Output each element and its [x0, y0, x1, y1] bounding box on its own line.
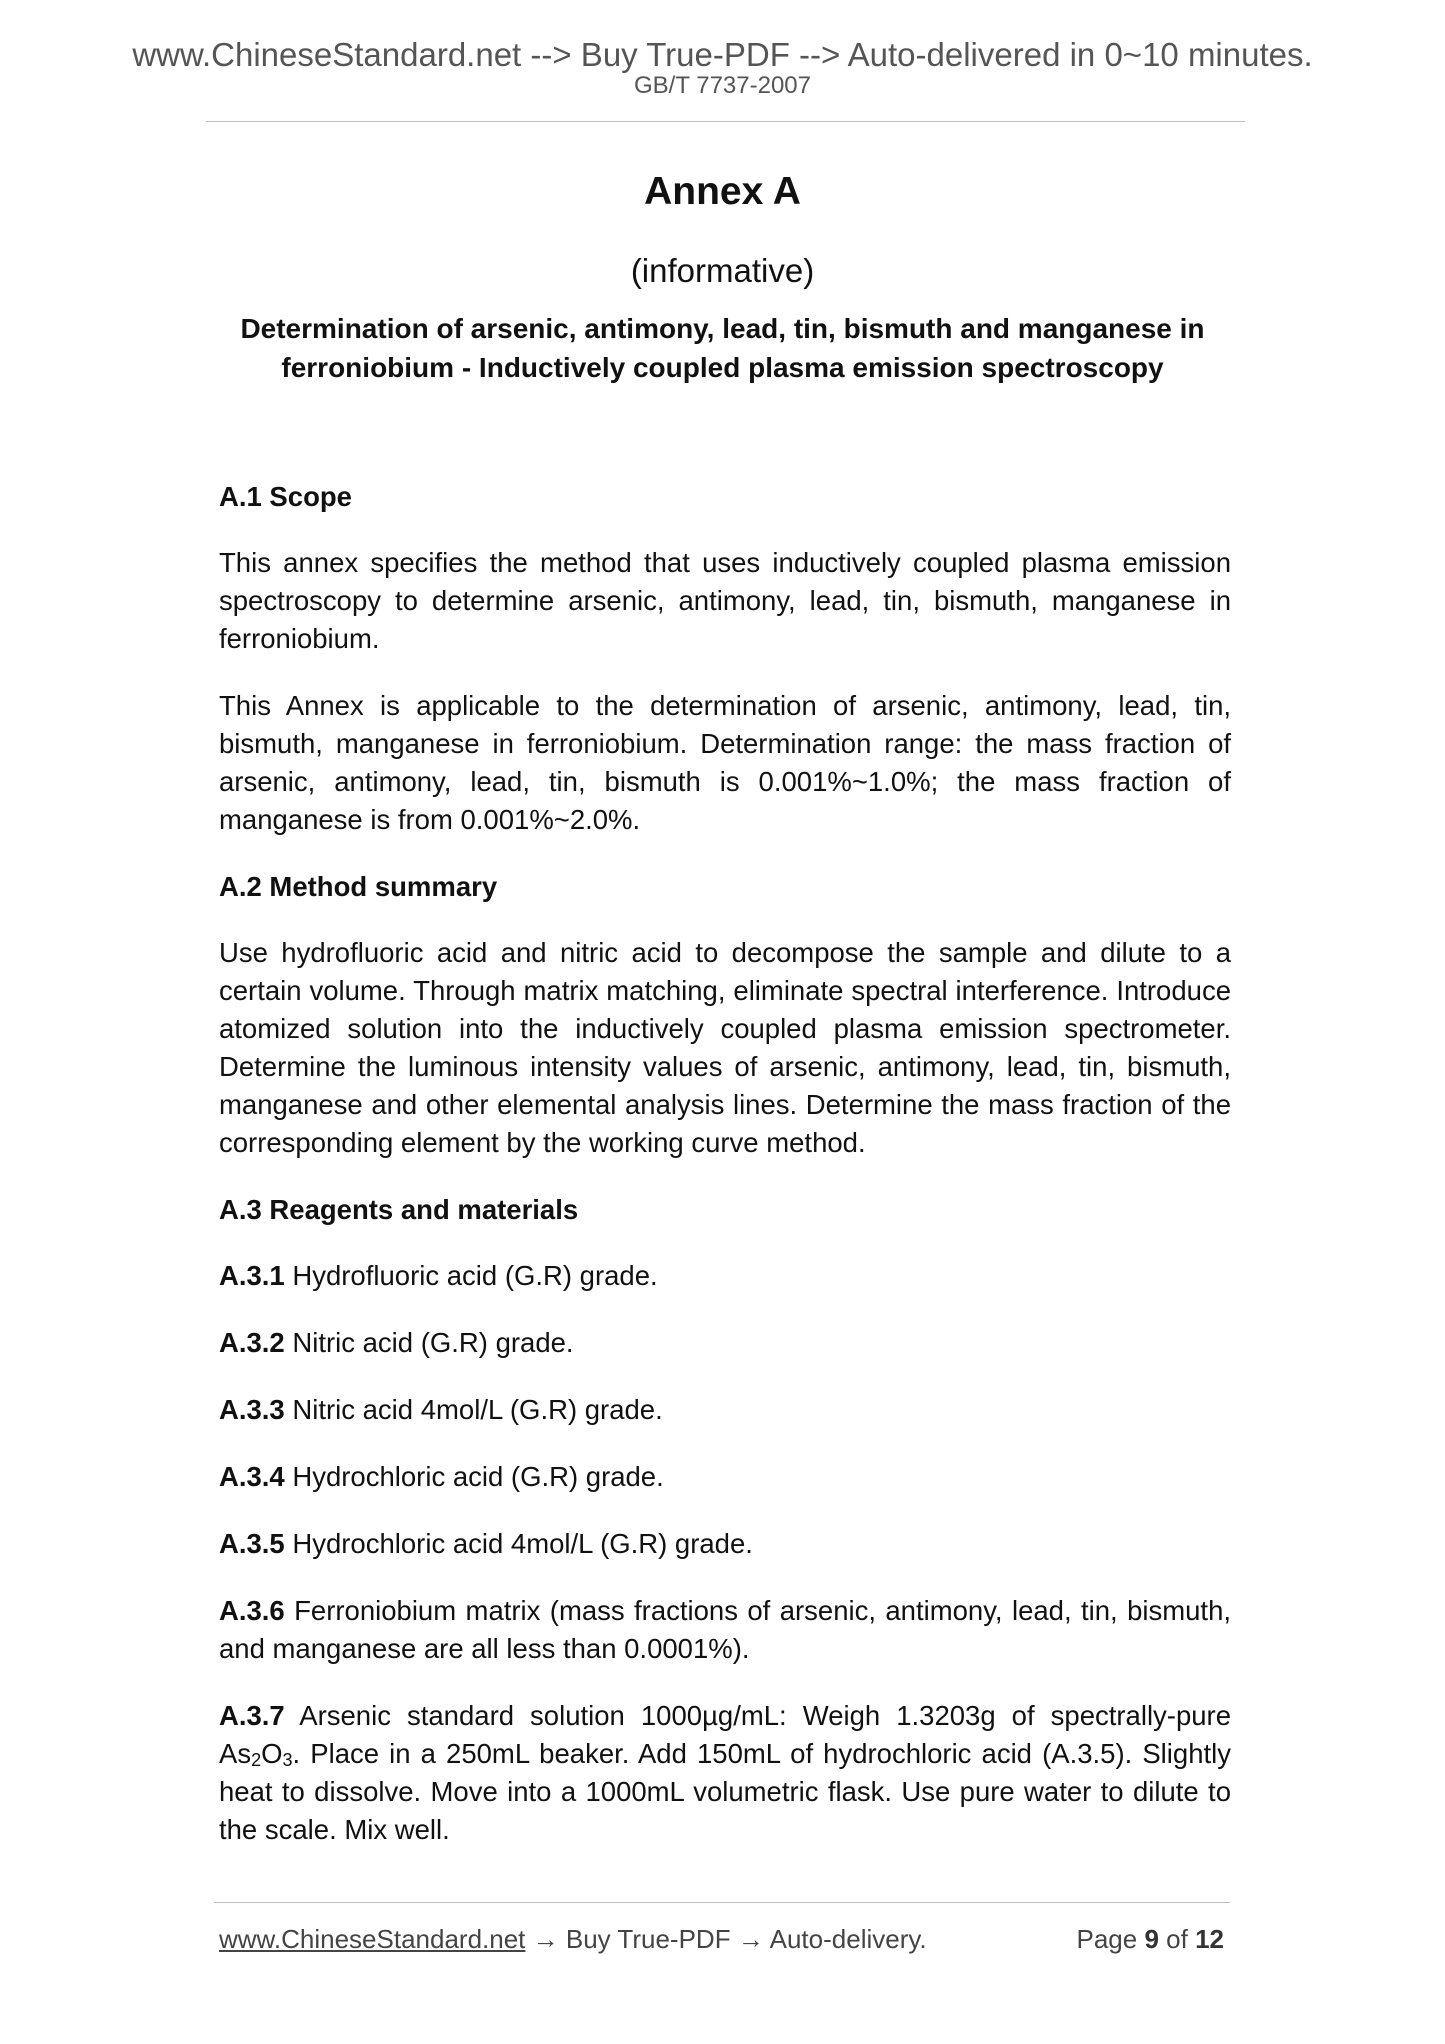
annex-heading-line1: Determination of arsenic, antimony, lead, tin, bismuth and manganese in — [240, 313, 1205, 344]
footer-site-link[interactable]: www.ChineseStandard.net — [219, 1924, 526, 1954]
arrow-right-icon: → — [737, 1924, 764, 1954]
subscript: 3 — [282, 1750, 293, 1770]
of-label: of — [1166, 1924, 1188, 1954]
reagent-item-text: Hydrochloric acid 4mol/L (G.R) grade. — [284, 1528, 753, 1559]
reagent-item — [219, 1592, 1231, 1668]
reagent-item-label: A.3.1 — [219, 1260, 285, 1291]
annex-heading-line2: ferroniobium - Inductively coupled plasma emission spectroscopy — [281, 352, 1164, 383]
reagent-item-text: Nitric acid (G.R) grade. — [284, 1327, 574, 1358]
page-total: 12 — [1195, 1924, 1224, 1954]
page-number — [1076, 1922, 1224, 1956]
reagent-item-text: Ferroniobium matrix (mass fractions of arsenic, antimony, lead, tin, bismuth, and manganese are all less than 0.0001%). — [219, 1595, 1231, 1664]
method-summary-paragraph: Use hydrofluoric acid and nitric acid to decompose the sample and dilute to a certain volume. Through matrix matching, eliminate spectral interference. Introduce atomized solution into the inductively coupled plasma emission spectrometer. Determine the luminous intensity values of arsenic, antimony, lead, tin, bismuth, manganese and other elemental analysis lines. Determine the mass fraction of the corresponding element by the working curve method. — [219, 937, 1231, 1158]
reagent-item-label: A.3.6 — [219, 1595, 285, 1626]
page-current: 9 — [1144, 1924, 1159, 1954]
annex-subtitle: (informative) — [630, 252, 815, 289]
footer-divider — [214, 1902, 1230, 1903]
reagent-item-text: Arsenic standard solution 1000µg/mL: Weigh 1.3203g of spectrally-pure As — [219, 1700, 1231, 1769]
document-body — [219, 478, 1231, 1878]
arrow-right-icon: → — [532, 1924, 559, 1954]
reagent-item-label: A.3.4 — [219, 1461, 285, 1492]
scope-paragraph-2: This Annex is applicable to the determination of arsenic, antimony, lead, tin, bismuth, manganese in ferroniobium. Determination range: the mass fraction of arsenic, antimony, lead, tin, bismuth is 0.001%~1.0%; the mass fraction of manganese is from 0.001%~2.0%. — [219, 690, 1231, 835]
subscript: 2 — [251, 1750, 262, 1770]
scope-paragraph-1: This annex specifies the method that uses inductively coupled plasma emission spectroscopy to determine arsenic, antimony, lead, tin, bismuth, manganese in ferroniobium. — [219, 547, 1231, 654]
reagent-item-arsenic — [219, 1697, 1231, 1849]
reagent-item — [219, 1525, 1231, 1563]
reagent-item-label: A.3.7 — [219, 1700, 285, 1731]
reagent-item-label: A.3.5 — [219, 1528, 285, 1559]
section-heading-reagents: A.3 Reagents and materials — [219, 1194, 579, 1225]
section-heading-method-summary: A.2 Method summary — [219, 871, 498, 902]
annex-heading — [200, 309, 1245, 387]
reagent-item-text: Hydrofluoric acid (G.R) grade. — [284, 1260, 658, 1291]
page-label: Page — [1076, 1924, 1138, 1954]
reagent-item-label: A.3.2 — [219, 1327, 285, 1358]
section-heading-scope: A.1 Scope — [219, 481, 352, 512]
reagent-item-label: A.3.3 — [219, 1394, 285, 1425]
reagent-item — [219, 1391, 1231, 1429]
footer-buy-text: Buy True-PDF — [565, 1924, 731, 1954]
page-footer — [219, 1922, 1224, 1956]
footer-delivery-text: Auto-delivery. — [769, 1924, 927, 1954]
reagent-item — [219, 1257, 1231, 1295]
standard-code: GB/T 7737-2007 — [633, 72, 811, 99]
reagent-item-text: Nitric acid 4mol/L (G.R) grade. — [284, 1394, 663, 1425]
header-banner: www.ChineseStandard.net --> Buy True-PDF --> Auto-delivered in 0~10 minutes. — [132, 36, 1313, 73]
annex-title: Annex A — [644, 170, 801, 213]
header-divider — [206, 121, 1245, 122]
reagent-item-text: O — [261, 1738, 283, 1769]
reagent-item — [219, 1458, 1231, 1496]
reagent-item-text: . Place in a 250mL beaker. Add 150mL of hydrochloric acid (A.3.5). Slightly heat to dissolve. Move into a 1000mL volumetric flask. Use pure water to dilute to the scale. Mix well. — [219, 1738, 1231, 1845]
reagent-item — [219, 1324, 1231, 1362]
reagent-item-text: Hydrochloric acid (G.R) grade. — [284, 1461, 664, 1492]
